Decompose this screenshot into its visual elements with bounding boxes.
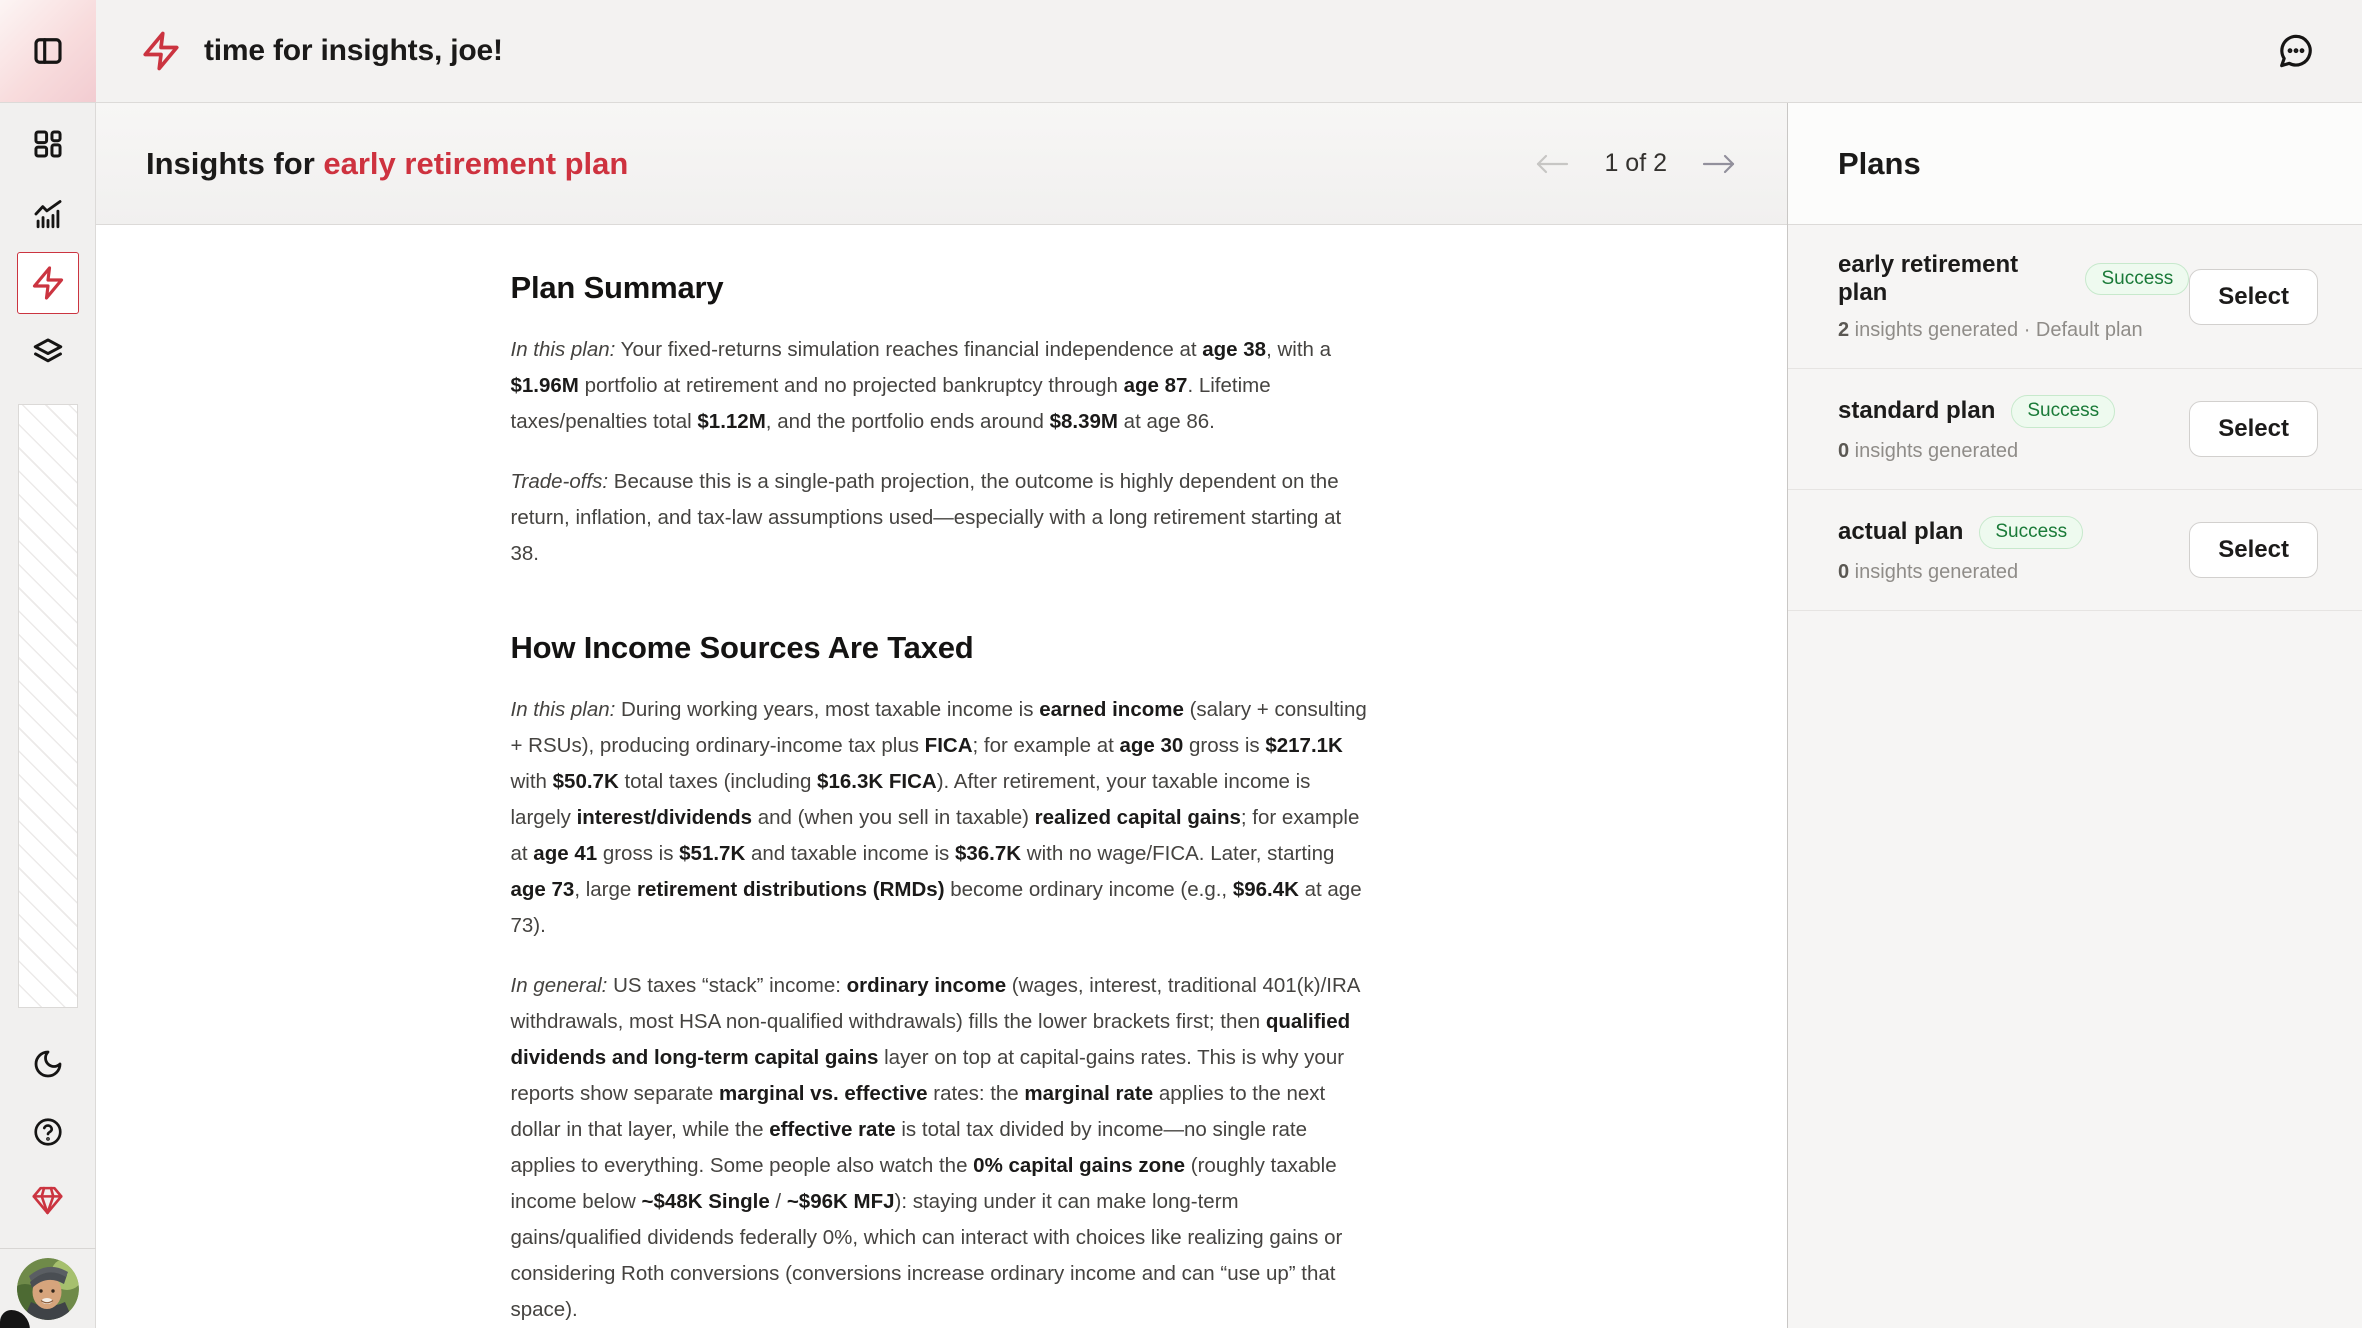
help-icon	[32, 1116, 64, 1148]
prev-page-button[interactable]	[1530, 148, 1574, 180]
plan-info	[1838, 395, 2115, 463]
arrow-left-icon	[1534, 152, 1570, 176]
selected-plan-name: early retirement plan	[323, 145, 629, 181]
plan-list-item	[1788, 369, 2362, 490]
status-badge: Success	[2011, 395, 2115, 428]
select-plan-button[interactable]: Select	[2189, 401, 2318, 457]
plan-note: Default plan	[2035, 319, 2143, 341]
sidebar-nav	[16, 112, 80, 384]
insights-content	[96, 225, 1787, 1328]
user-avatar[interactable]	[17, 1258, 79, 1320]
section-heading: Plan Summary	[510, 270, 724, 305]
plans-title: Plans	[1838, 145, 1921, 181]
upgrade-button[interactable]	[16, 1168, 80, 1232]
lightning-bolt-icon	[30, 265, 66, 301]
layers-icon	[31, 335, 65, 369]
plan-name: actual plan	[1838, 518, 1964, 546]
plans-panel	[1787, 103, 2362, 1328]
next-page-button[interactable]	[1697, 148, 1741, 180]
plan-name: standard plan	[1838, 397, 1996, 425]
plans-header	[1788, 103, 2362, 225]
dashboard-icon	[31, 127, 65, 161]
section-paragraph: In this plan: Your fixed-returns simulation reaches financial independence at age 38, with a $1.96M portfolio at retirement and no projected bankruptcy through age 87. Lifetime taxes/penalties total $1.12M, and the portfolio ends around $8.39M at age 86.	[510, 338, 1332, 433]
dark-mode-button[interactable]	[16, 1032, 80, 1096]
status-badge: Success	[2085, 263, 2189, 296]
insights-title: Insights for early retirement plan	[146, 145, 629, 181]
section-paragraph: In this plan: During working years, most taxable income is earned income (salary + consulting + RSUs), producing ordinary-income tax plus FICA; for example at age 30 gross is $217.1K with $50.7K total taxes (including $16.3K FICA). After retirement, your taxable income is largely interest/dividends and (when you sell in taxable) realized capital gains; for example at age 41 gross is $51.7K and taxable income is $36.7K with no wage/FICA. Later, starting age 73, large retirement distributions (RMDs) become ordinary income (e.g., $96.4K at age 73).	[510, 698, 1367, 937]
insights-article	[511, 270, 1373, 1328]
plan-list-item	[1788, 225, 2362, 369]
plan-list-item	[1788, 490, 2362, 611]
pagination	[1530, 148, 1741, 180]
insights-count: 2	[1838, 319, 1850, 341]
section-heading: How Income Sources Are Taxed	[510, 630, 974, 665]
sidebar-item-plans[interactable]	[16, 320, 80, 384]
page-indicator: 1 of 2	[1604, 149, 1667, 177]
sidebar-item-dashboard[interactable]	[16, 112, 80, 176]
section-paragraph: In general: US taxes “stack” income: ordinary income (wages, interest, traditional 401(k)/IRA withdrawals, most HSA non-qualified withdrawals) fills the lower brackets first; then qualified dividends and long-term capital gains layer on top at capital-gains rates. This is why your reports show separate marginal vs. effective rates: the marginal rate applies to the next dollar in that layer, while the effective rate is total tax divided by income—no single rate applies to everything. Some people also watch the 0% capital gains zone (roughly taxable income below ~$48K Single / ~$96K MFJ): staying under it can make long-term gains/qualified dividends federally 0%, which can interact with choices like realizing gains or considering Roth conversions (conversions increase ordinary income and can “use up” that space).	[510, 974, 1360, 1321]
sidebar-toggle-button[interactable]	[0, 0, 96, 103]
plan-meta: 2 insights generated · Default plan	[1838, 319, 2143, 341]
moon-icon	[32, 1048, 64, 1080]
chat-button[interactable]	[2276, 31, 2316, 71]
section-paragraph: Trade-offs: Because this is a single-path projection, the outcome is highly dependent on the return, inflation, and tax-law assumptions used—especially with a long retirement starting at 38.	[510, 470, 1342, 565]
help-button[interactable]	[16, 1100, 80, 1164]
plans-list	[1788, 225, 2362, 611]
gem-icon	[31, 1184, 64, 1217]
topbar	[96, 0, 2362, 103]
plan-meta: 0 insights generated	[1838, 439, 2019, 462]
panel-left-icon	[30, 33, 66, 69]
page-title: time for insights, joe!	[204, 34, 503, 67]
select-plan-button[interactable]: Select	[2189, 522, 2318, 578]
insights-header	[96, 103, 1787, 225]
app-logo-icon	[140, 30, 182, 72]
insights-count: 0	[1838, 560, 1850, 583]
plan-info	[1838, 516, 2083, 584]
status-badge: Success	[1979, 516, 2083, 549]
plan-info	[1838, 251, 2189, 342]
arrow-right-icon	[1701, 152, 1737, 176]
select-plan-button[interactable]: Select	[2189, 269, 2318, 325]
sidebar-bottom	[16, 1032, 80, 1232]
insights-count: 0	[1838, 439, 1850, 462]
insights-main	[96, 103, 1787, 1328]
sidebar	[0, 0, 96, 1328]
chat-bubble-dots-icon	[2276, 31, 2316, 71]
plan-meta: 0 insights generated	[1838, 560, 2019, 583]
plan-name: early retirement plan	[1838, 251, 2019, 306]
chart-icon	[31, 197, 65, 231]
sidebar-placeholder	[18, 404, 78, 1008]
sidebar-item-insights[interactable]	[17, 252, 79, 314]
sidebar-item-reports[interactable]	[16, 182, 80, 246]
